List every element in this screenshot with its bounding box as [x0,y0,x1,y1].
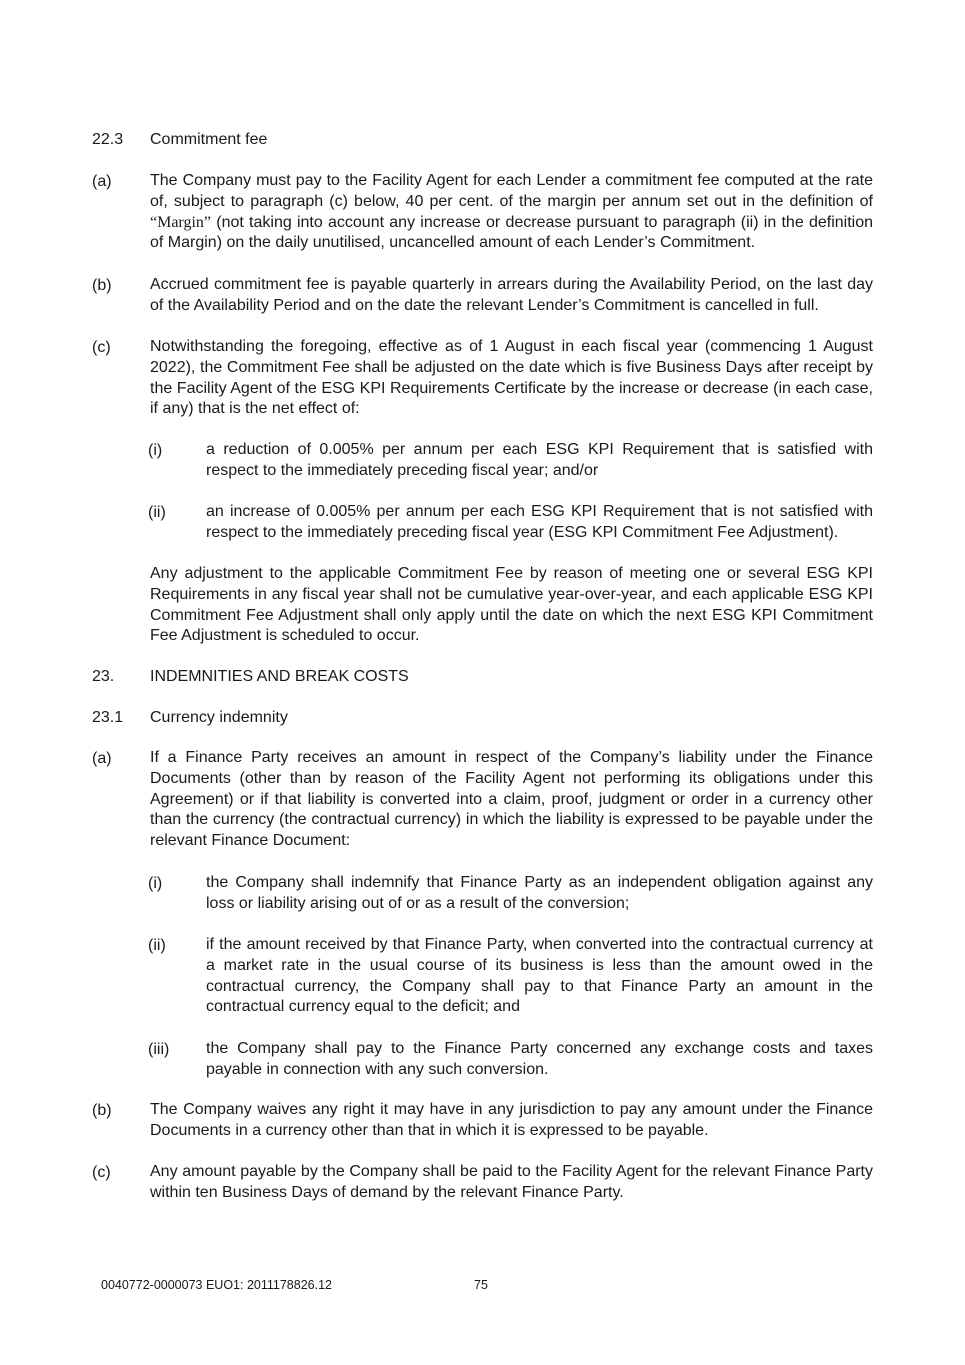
paragraph-text: The Company waives any right it may have in any jurisdiction to pay any amount under the Finance Documents in a currency other than that in which it is expressed to be payable. [150,1101,873,1139]
paragraph-label: (a) [92,750,112,767]
paragraph-text: The Company must pay to the Facility Agent for each Lender a commitment fee computed at the rate of, subject to paragraph (c) below, 40 per cent. of the margin per annum set out in the definition of “Margin” (not taking into account any increase or decrease pursuant to paragraph (ii) in the definition of Margin) on the daily unutilised, uncancelled amount of each Lender’s Commitment. [150,172,873,252]
paragraph-text: If a Finance Party receives an amount in respect of the Company’s liability under the Finance Documents (other than by reason of the Facility Agent not performing its obligations under this Agreement) or if that liability is converted into a claim, proof, judgment or order in a currency other than the currency (the contractual currency) in which the liability is expressed to be payable under the relevant Finance Document: [150,749,873,850]
paragraph-label: (b) [92,277,112,294]
paragraph-22-3-c-continuation: Any adjustment to the applicable Commitment Fee by reason of meeting one or several ESG KPI Requirements in any fiscal year shall not be cumulative year-over-year, and each applicable ESG KPI Commitment Fee Adjustment shall only apply until the date on which the next ESG KPI Commitment Fee Adjustment is scheduled to occur. [150,565,873,645]
section-number: 22.3 [92,131,124,148]
subparagraph-label: (i) [148,875,163,892]
paragraph-text: Any amount payable by the Company shall be paid to the Facility Agent for the relevant Finance Party within ten Business Days of demand by the relevant Finance Party. [150,1163,873,1201]
section-title: Currency indemnity [150,709,288,726]
subparagraph-label: (i) [148,442,163,459]
paragraph-label: (c) [92,1164,111,1181]
paragraph-label: (b) [92,1102,112,1119]
subparagraph-label: (ii) [148,504,166,521]
subparagraph-label: (ii) [148,937,166,954]
footer-document-reference: 0040772-0000073 EUO1: 2011178826.12 [101,1278,332,1292]
quoted-term: “Margin” [150,213,212,231]
subparagraph-text: a reduction of 0.005% per annum per each ESG KPI Requirement that is satisfied with respect to the immediately preceding fiscal year; and/or [206,441,873,479]
paragraph-text: Accrued commitment fee is payable quarterly in arrears during the Availability Period, on the last day of the Availability Period and on the date the relevant Lender’s Commitment is cancelled in full. [150,276,873,314]
paragraph-label: (c) [92,339,111,356]
subparagraph-text: if the amount received by that Finance Party, when converted into the contractual currency at a market rate in the usual course of its business is less than the amount owed in the contractual currency, the Company shall pay to that Finance Party an amount in the contractual currency equal to the deficit; and [206,936,873,1016]
subparagraph-text: the Company shall pay to the Finance Party concerned any exchange costs and taxes payable in connection with any such conversion. [206,1040,873,1078]
paragraph-label: (a) [92,173,112,190]
subparagraph-text: an increase of 0.005% per annum per each ESG KPI Requirement that is not satisfied with respect to the immediately preceding fiscal year (ESG KPI Commitment Fee Adjustment). [206,503,873,541]
section-number: 23. [92,668,115,685]
section-title: Commitment fee [150,131,268,148]
subparagraph-text: the Company shall indemnify that Finance Party as an independent obligation against any loss or liability arising out of or as a result of the conversion; [206,874,873,912]
paragraph-text: Notwithstanding the foregoing, effective as of 1 August in each fiscal year (commencing 1 August 2022), the Commitment Fee shall be adjusted on the date which is five Business Days after receipt by the Facility Agent of the ESG KPI Requirements Certificate by the increase or decrease (in each case, if any) that is the net effect of: [150,338,873,418]
section-title: INDEMNITIES AND BREAK COSTS [150,668,409,685]
section-number: 23.1 [92,709,124,726]
subparagraph-label: (iii) [148,1041,170,1058]
footer-page-number: 75 [474,1278,488,1292]
